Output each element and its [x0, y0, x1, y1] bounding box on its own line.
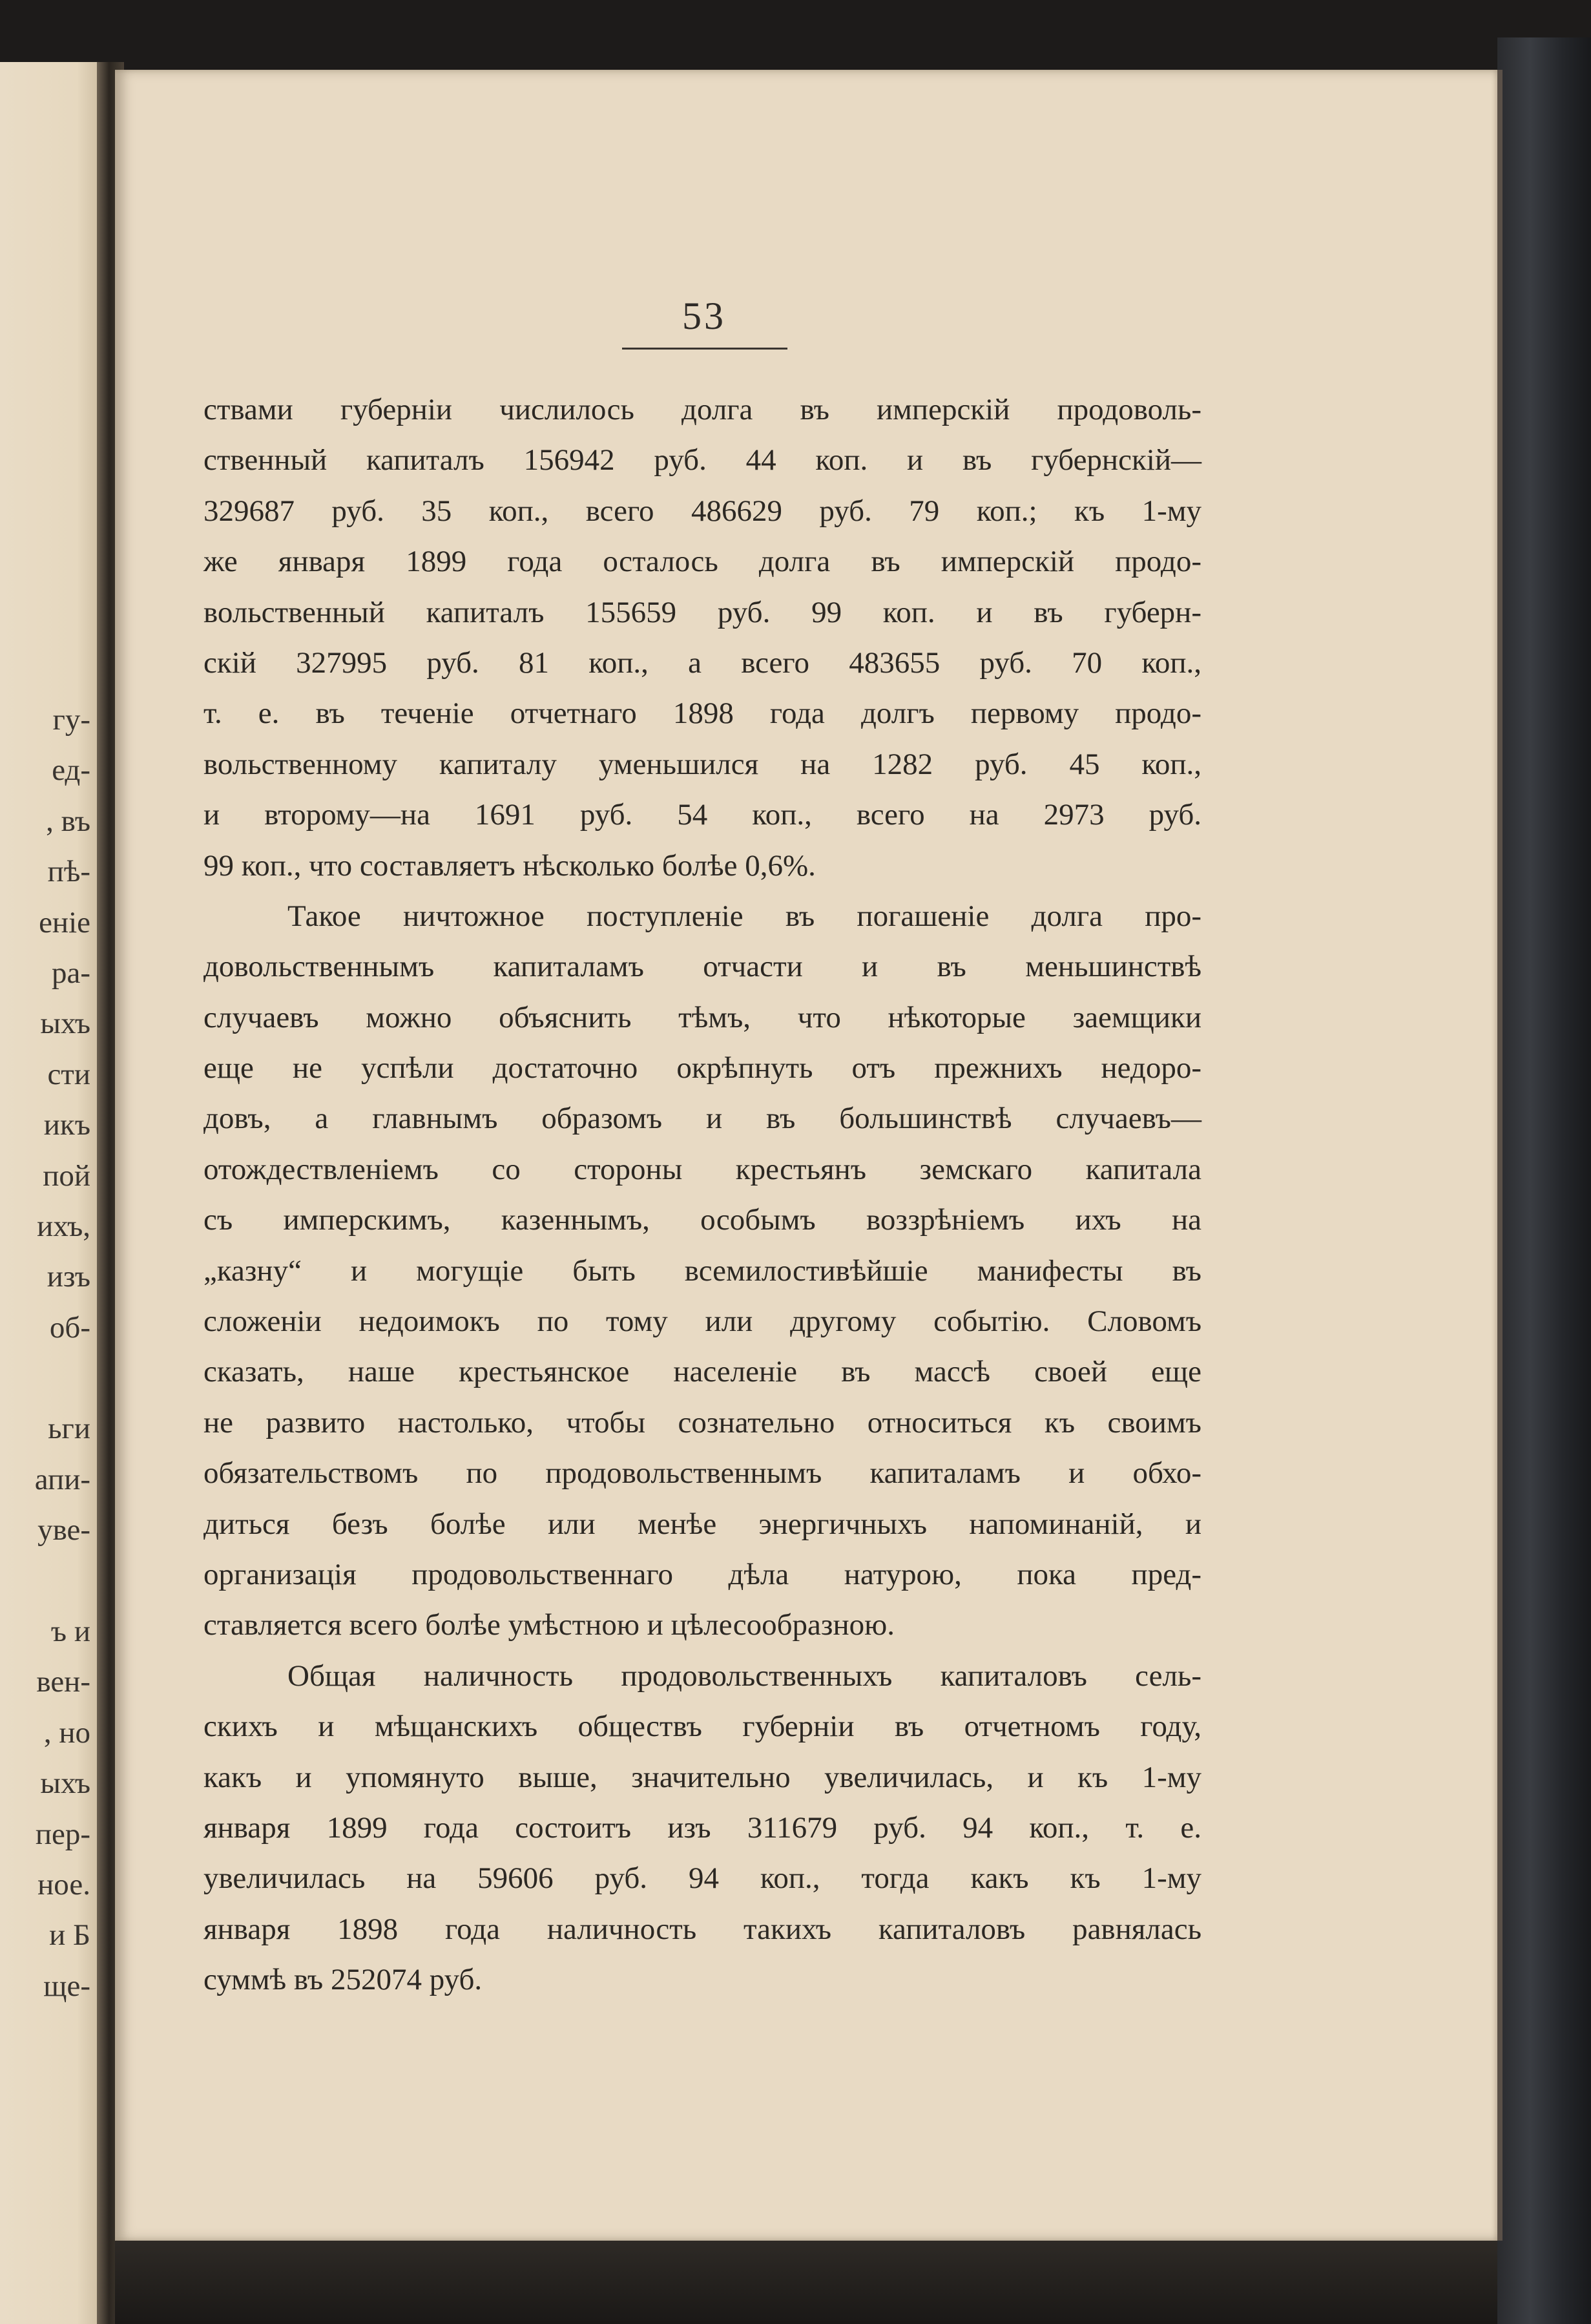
text-line: января 1898 года наличность такихъ капиталовъ равнялась — [203, 1912, 1201, 1946]
left-fragment: вен- — [36, 1665, 90, 1699]
text-line: довольственнымъ капиталамъ отчасти и въ меньшинствѣ — [203, 950, 1201, 984]
left-fragment: ыхъ — [40, 1007, 90, 1041]
text-line: случаевъ можно объяснить тѣмъ, что нѣкоторые заемщики — [203, 1000, 1201, 1034]
text-line: же января 1899 года осталось долга въ имперскій продо- — [203, 545, 1201, 579]
text-line: суммѣ въ 252074 руб. — [203, 1963, 483, 1997]
text-line: января 1899 года состоитъ изъ 311679 руб. 94 коп., т. е. — [203, 1810, 1201, 1845]
text-line: сложеніи недоимокъ по тому или другому событію. Словомъ — [203, 1304, 1201, 1339]
text-line: „казну“ и могущіе быть всемилостивѣйшіе манифесты въ — [203, 1253, 1201, 1288]
text-line: 329687 руб. 35 коп., всего 486629 руб. 79 коп.; къ 1-му — [203, 494, 1201, 528]
text-line: отождествленіемъ со стороны крестьянъ земскаго капитала — [203, 1152, 1201, 1186]
text-line: увеличилась на 59606 руб. 94 коп., тогда какъ къ 1-му — [203, 1861, 1201, 1896]
left-fragment: пой — [43, 1158, 90, 1193]
left-page-text — [0, 695, 90, 2116]
scan-background — [115, 2241, 1497, 2324]
text-line: организація продовольственнаго дѣла натурою, пока пред- — [203, 1557, 1201, 1591]
left-fragment: сти — [47, 1057, 90, 1091]
left-fragment: об- — [49, 1310, 90, 1345]
left-fragment: ъ и — [50, 1615, 90, 1649]
left-fragment: изъ — [47, 1260, 90, 1294]
text-line: вольственный капиталъ 155659 руб. 99 коп. и въ губерн- — [203, 595, 1201, 629]
text-line: еще не успѣли достаточно окрѣпнуть отъ прежнихъ недоро- — [203, 1051, 1201, 1085]
text-line: сказать, наше крестьянское населеніе въ массѣ своей еще — [203, 1355, 1201, 1389]
left-fragment: и Б — [49, 1918, 90, 1952]
paragraph-start-line: Общая наличность продовольственныхъ капиталовъ сель- — [287, 1659, 1201, 1693]
text-line: обязательствомъ по продовольственнымъ капиталамъ и обхо- — [203, 1456, 1201, 1491]
text-line: съ имперскимъ, казеннымъ, особымъ воззрѣніемъ ихъ на — [203, 1203, 1201, 1237]
text-line: скій 327995 руб. 81 коп., а всего 483655 руб. 70 коп., — [203, 645, 1201, 680]
left-fragment: пѣ- — [47, 855, 90, 889]
text-line: ставляется всего болѣе умѣстною и цѣлесообразною. — [203, 1608, 895, 1642]
paragraph-start-line: Такое ничтожное поступленіе въ погашеніе долга про- — [287, 899, 1201, 933]
text-line: и второму—на 1691 руб. 54 коп., всего на 2973 руб. — [203, 798, 1201, 832]
text-line: ственный капиталъ 156942 руб. 44 коп. и въ губернскій— — [203, 443, 1201, 477]
text-line: вольственному капиталу уменьшился на 1282 руб. 45 коп., — [203, 747, 1201, 781]
left-fragment — [0, 1353, 90, 1403]
page-edge — [1497, 70, 1503, 2241]
body-text — [203, 384, 1201, 2005]
left-fragment: ра- — [51, 956, 90, 990]
book-cover — [1497, 37, 1591, 2324]
text-line: не развито настолько, чтобы сознательно относиться къ своимъ — [203, 1405, 1201, 1439]
left-fragment: пер- — [35, 1817, 90, 1851]
left-fragment: , но — [43, 1715, 90, 1750]
left-fragment: ихъ, — [37, 1209, 90, 1243]
text-line: какъ и упомянуто выше, значительно увеличилась, и къ 1-му — [203, 1760, 1201, 1794]
left-fragment: ще- — [43, 1969, 90, 2003]
left-fragment: икъ — [43, 1108, 90, 1142]
left-fragment: ное. — [37, 1867, 90, 1901]
left-fragment: апи- — [34, 1462, 90, 1496]
left-fragment: , въ — [46, 804, 90, 838]
left-fragment: гу- — [52, 703, 90, 737]
left-fragment — [0, 1556, 90, 1606]
text-line: скихъ и мѣщанскихъ обществъ губерніи въ отчетномъ году, — [203, 1710, 1201, 1744]
left-fragment: еніе — [39, 905, 90, 939]
text-line: ствами губерніи числилось долга въ имперскій продоволь- — [203, 393, 1201, 426]
left-fragment: ыхъ — [40, 1766, 90, 1801]
text-line: диться безъ болѣе или менѣе энергичныхъ напоминаній, и — [203, 1507, 1201, 1541]
text-line: 99 коп., что составляетъ нѣсколько болѣе 0,6%. — [203, 848, 816, 883]
text-line: т. е. въ теченіе отчетнаго 1898 года долгъ первому продо- — [203, 696, 1201, 731]
left-fragment: ьги — [48, 1412, 90, 1446]
page-number: 53 — [682, 295, 726, 337]
text-line: довъ, а главнымъ образомъ и въ большинствѣ случаевъ— — [203, 1102, 1201, 1136]
left-fragment: уве- — [37, 1513, 90, 1547]
left-fragment: ед- — [52, 753, 90, 788]
header-rule — [622, 348, 787, 350]
